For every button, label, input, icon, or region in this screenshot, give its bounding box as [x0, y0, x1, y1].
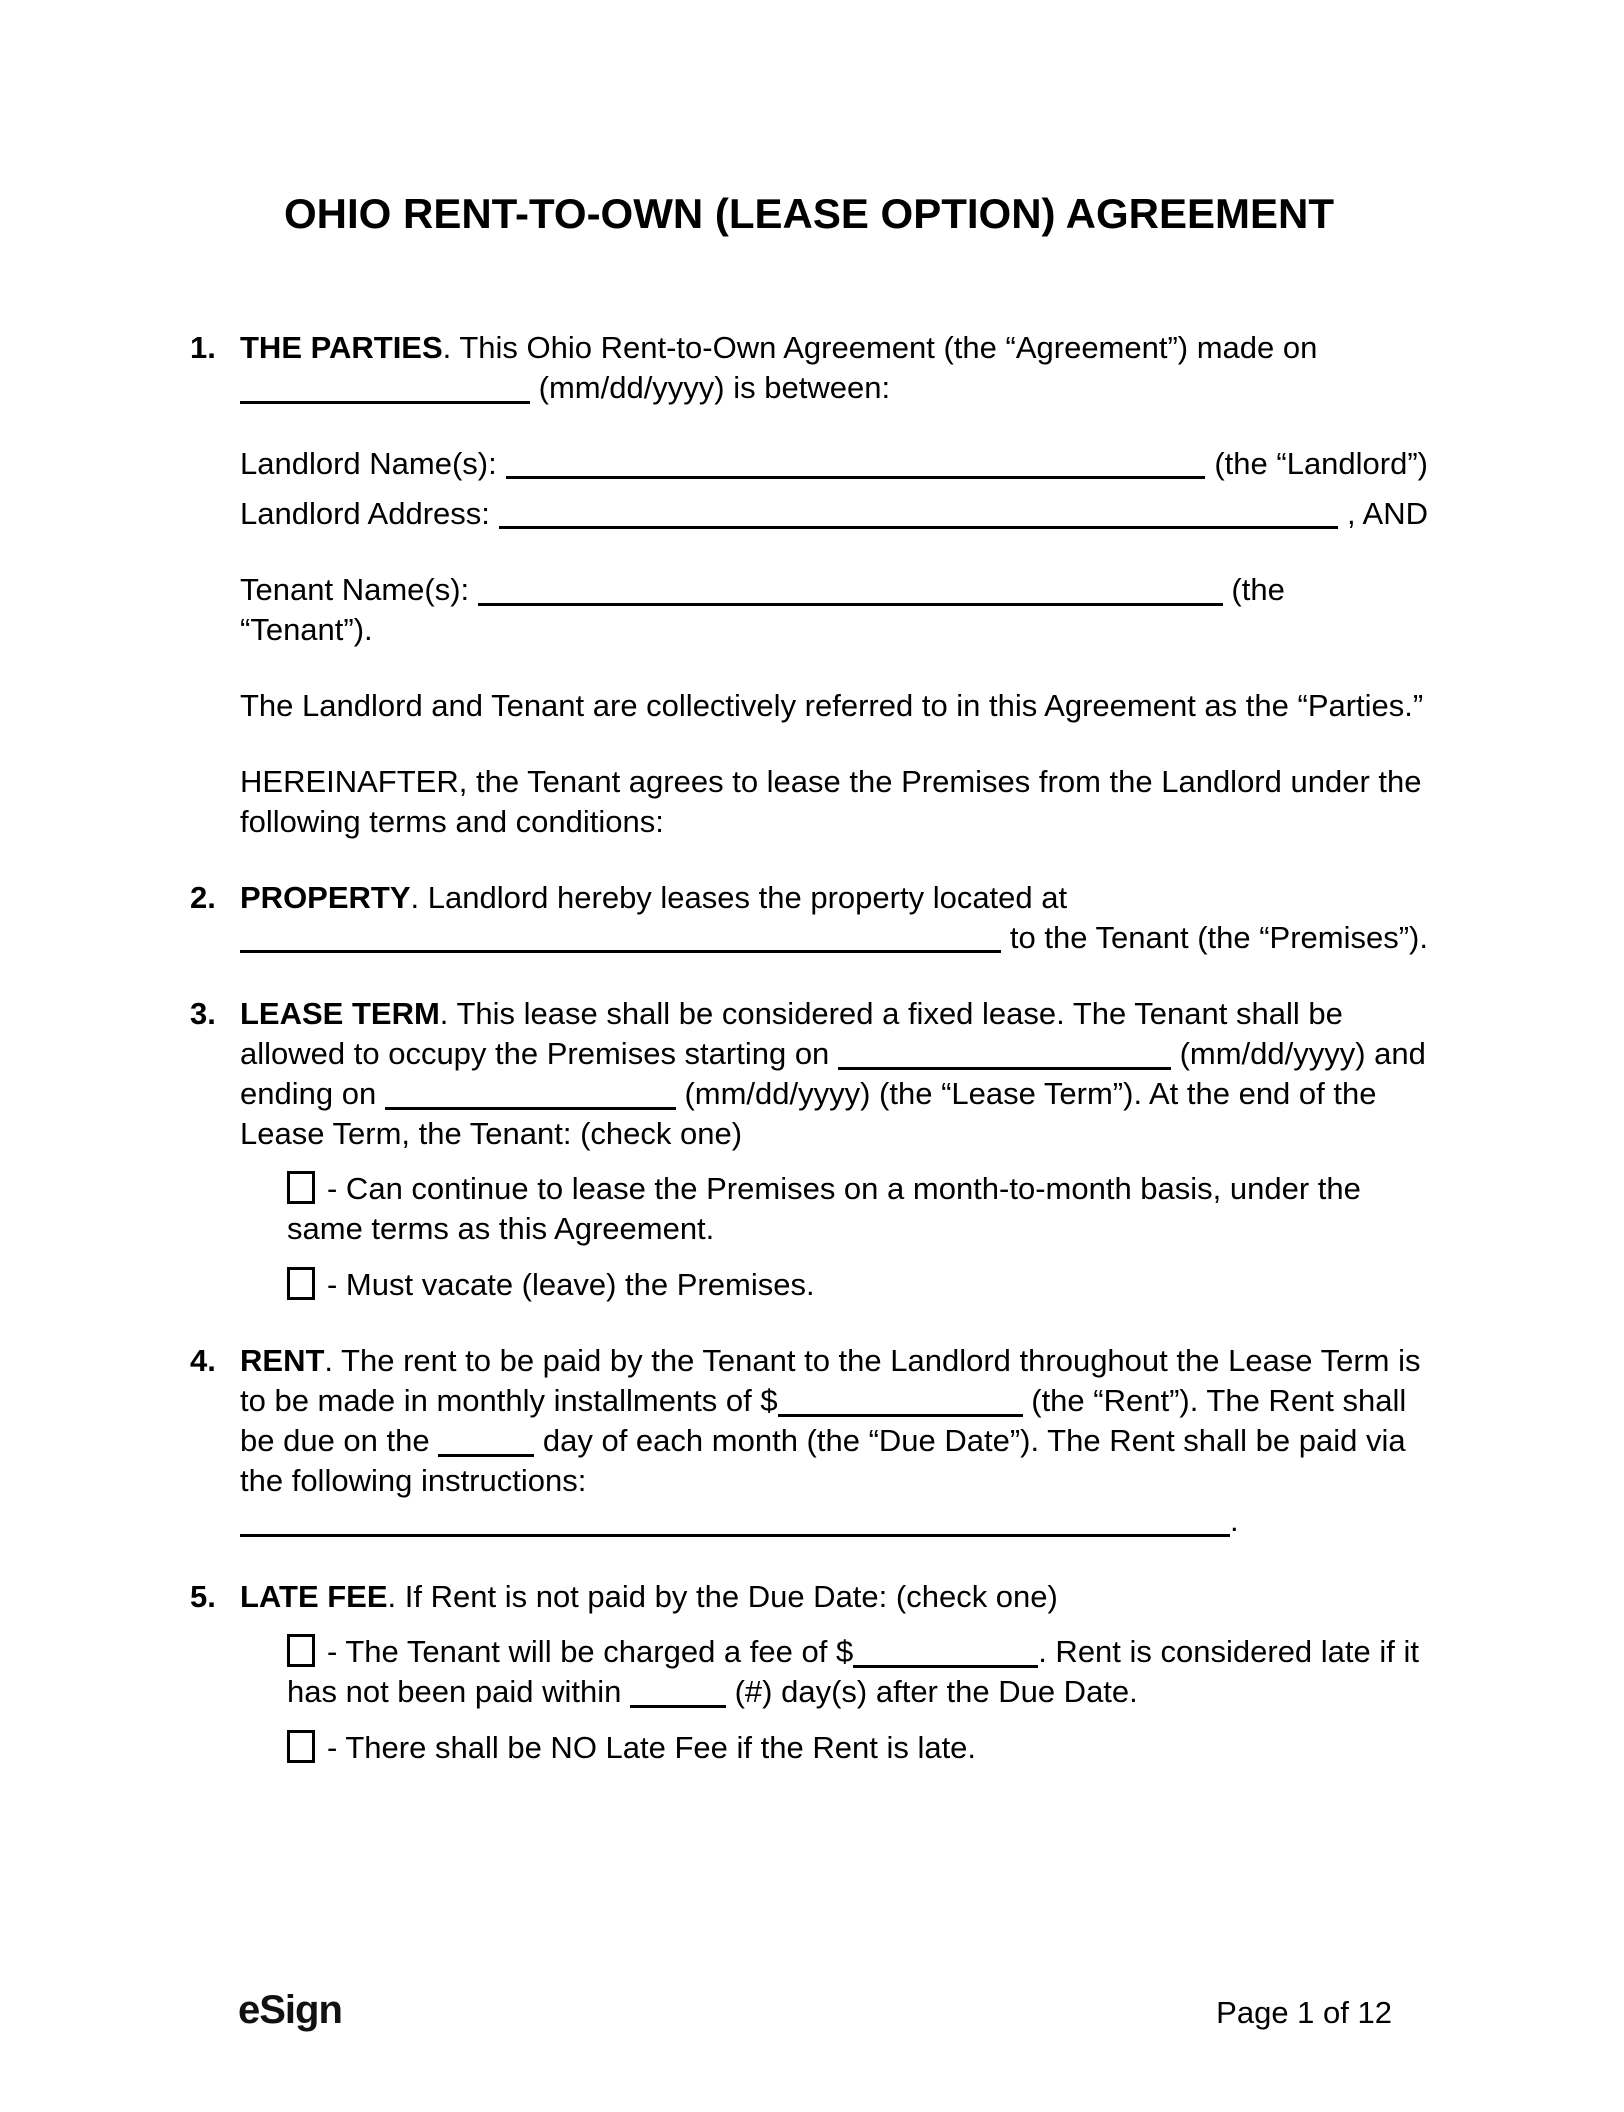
landlord-address-row	[240, 494, 1428, 534]
late-fee-amount-field[interactable]	[853, 1635, 1038, 1668]
section-number: 4.	[190, 1343, 216, 1378]
landlord-name-label: Landlord Name(s):	[240, 446, 497, 481]
section-heading: PROPERTY	[240, 880, 411, 915]
esign-logo: eSign	[238, 1988, 342, 2032]
agreement-date-suffix: (mm/dd/yyyy) is between:	[538, 370, 891, 405]
lease-term-intro-text: . This lease shall be considered a fixed lease. The Tenant shall be allowed to occupy the Premises starting on	[240, 996, 1343, 1071]
parties-intro-paragraph	[240, 328, 1428, 408]
lease-end-vacate-option	[287, 1265, 1428, 1305]
late-fee-days-field[interactable]	[630, 1675, 726, 1708]
property-intro-paragraph	[240, 878, 1428, 918]
section-number: 3.	[190, 996, 216, 1031]
late-fee-intro-paragraph	[240, 1577, 1428, 1617]
section-late-fee	[190, 1577, 1428, 1768]
section-lease-term-body	[240, 994, 1428, 1305]
payment-instructions-field[interactable]	[240, 1504, 1230, 1537]
section-late-fee-body	[240, 1577, 1428, 1768]
late-fee-mid-text: . Rent is considered late if it has not been paid within	[287, 1634, 1419, 1709]
late-fee-intro-text: . If Rent is not paid by the Due Date: (check one)	[387, 1579, 1058, 1614]
late-fee-pre-text: - The Tenant will be charged a fee of $	[327, 1634, 854, 1669]
section-number: 2.	[190, 880, 216, 915]
landlord-address-field[interactable]	[499, 494, 1338, 529]
section-number: 5.	[190, 1579, 216, 1614]
rent-due-day-field[interactable]	[438, 1424, 534, 1457]
landlord-name-row	[240, 444, 1428, 484]
hereinafter-paragraph: HEREINAFTER, the Tenant agrees to lease the Premises from the Landlord under the following terms and conditions:	[240, 764, 1422, 839]
rent-period: .	[1230, 1503, 1239, 1538]
rent-amount-field[interactable]	[778, 1384, 1023, 1417]
section-heading: LEASE TERM	[240, 996, 440, 1031]
landlord-address-suffix: , AND	[1347, 496, 1428, 531]
tenant-name-field[interactable]	[478, 573, 1223, 606]
rent-after-amount-text: (the “Rent”). The Rent shall be due on the	[240, 1383, 1407, 1458]
lease-term-end-text: (mm/dd/yyyy) (the “Lease Term”). At the end of the Lease Term, the Tenant: (check one)	[240, 1076, 1377, 1151]
no-late-fee-option	[287, 1728, 1428, 1768]
lease-end-date-field[interactable]	[385, 1077, 676, 1110]
document-body	[190, 188, 1428, 1804]
rent-intro-text: . The rent to be paid by the Tenant to the Landlord throughout the Lease Term is to be made in monthly installments of $	[240, 1343, 1421, 1418]
lease-end-vacate-checkbox[interactable]	[287, 1267, 315, 1300]
landlord-name-field[interactable]	[506, 444, 1206, 479]
tenant-name-wrap-line: “Tenant”).	[240, 612, 373, 647]
lease-term-mid-text: (mm/dd/yyyy) and ending on	[240, 1036, 1426, 1111]
landlord-name-suffix: (the “Landlord”)	[1214, 446, 1428, 481]
rent-after-day-text: day of each month (the “Due Date”). The Rent shall be paid via the following instructions:	[240, 1423, 1406, 1498]
section-rent-body	[240, 1341, 1428, 1541]
lease-start-date-field[interactable]	[838, 1037, 1171, 1070]
page-number: Page 1 of 12	[1216, 1995, 1392, 2030]
late-fee-charged-checkbox[interactable]	[287, 1634, 315, 1667]
document-title-text: OHIO RENT-TO-OWN (LEASE OPTION) AGREEMENT	[284, 190, 1334, 237]
no-late-fee-label: - There shall be NO Late Fee if the Rent is late.	[327, 1730, 977, 1765]
lease-end-vacate-label: - Must vacate (leave) the Premises.	[327, 1267, 815, 1302]
lease-term-paragraph	[240, 994, 1428, 1154]
tenant-name-suffix: (the	[1231, 572, 1285, 607]
lease-end-continue-option	[287, 1169, 1428, 1249]
property-address-field[interactable]	[240, 918, 1001, 953]
document-title	[190, 188, 1428, 240]
lease-end-continue-checkbox[interactable]	[287, 1171, 315, 1204]
property-address-row	[240, 918, 1428, 958]
late-fee-suffix-text: (#) day(s) after the Due Date.	[734, 1674, 1138, 1709]
section-lease-term	[190, 994, 1428, 1305]
section-the-parties	[190, 328, 1428, 842]
rent-paragraph	[240, 1341, 1428, 1541]
parties-collective-paragraph: The Landlord and Tenant are collectively referred to in this Agreement as the “Parties.”	[240, 688, 1424, 723]
lease-term-options	[240, 1169, 1428, 1305]
no-late-fee-checkbox[interactable]	[287, 1730, 315, 1763]
section-property-body	[240, 878, 1428, 958]
tenant-name-label: Tenant Name(s):	[240, 572, 470, 607]
section-heading: LATE FEE	[240, 1579, 388, 1614]
property-intro-text: . Landlord hereby leases the property located at	[410, 880, 1068, 915]
parties-intro-text: . This Ohio Rent-to-Own Agreement (the “Agreement”) made on	[442, 330, 1318, 365]
page-footer	[238, 1990, 1392, 2033]
lease-end-continue-label: - Can continue to lease the Premises on a month-to-month basis, under the same terms as this Agreement.	[287, 1171, 1361, 1246]
tenant-name-row	[240, 570, 1428, 610]
property-suffix: to the Tenant (the “Premises”).	[1009, 920, 1428, 955]
agreement-date-field[interactable]	[240, 371, 530, 404]
section-heading: THE PARTIES	[240, 330, 443, 365]
landlord-address-label: Landlord Address:	[240, 496, 490, 531]
section-property	[190, 878, 1428, 958]
late-fee-charged-option	[287, 1632, 1428, 1712]
section-the-parties-body	[240, 328, 1428, 842]
section-rent	[190, 1341, 1428, 1541]
section-number: 1.	[190, 330, 216, 365]
late-fee-options	[240, 1632, 1428, 1768]
section-heading: RENT	[240, 1343, 325, 1378]
